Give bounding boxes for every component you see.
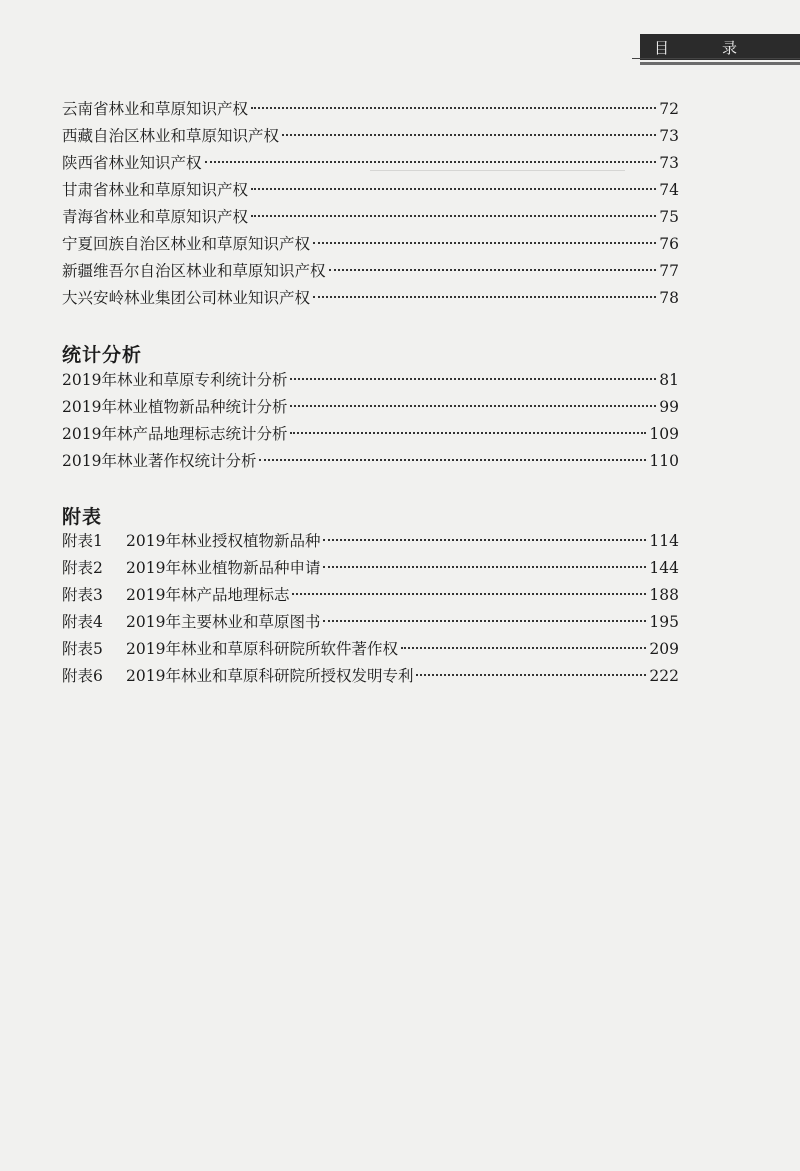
- appendix-number: 附表6: [62, 667, 103, 685]
- toc-entry-page: 209: [649, 640, 679, 658]
- toc-entry[interactable]: [62, 421, 679, 447]
- toc-entry-page: 78: [659, 289, 679, 307]
- section-heading-appendix: 附表: [62, 506, 103, 528]
- toc-entry-page: 99: [659, 398, 679, 416]
- toc-entry-title: 2019年林业授权植物新品种: [126, 532, 321, 550]
- toc-entry-page: 73: [659, 154, 679, 172]
- toc-leader-dots: [290, 405, 656, 407]
- toc-entry-title: 2019年林业著作权统计分析: [62, 452, 257, 470]
- section-tab-char-1: 目: [654, 38, 670, 57]
- toc-entry-page: 144: [649, 559, 679, 577]
- section-heading-statistics: 统计分析: [62, 344, 143, 366]
- appendix-number: 附表1: [62, 532, 103, 550]
- header-rule: [632, 58, 800, 59]
- toc-entry-title: 青海省林业和草原知识产权: [62, 208, 249, 226]
- toc-entry-page: 75: [659, 208, 679, 226]
- toc-entry-page: 72: [659, 100, 679, 118]
- toc-entry[interactable]: [62, 258, 679, 284]
- toc-leader-dots: [205, 161, 657, 163]
- toc-entry-page: 110: [649, 452, 679, 470]
- toc-leader-dots: [323, 566, 646, 568]
- toc-entry[interactable]: [62, 231, 679, 257]
- toc-entry-page: 77: [659, 262, 679, 280]
- toc-entry[interactable]: [62, 448, 679, 474]
- toc-entry[interactable]: [62, 177, 679, 203]
- toc-entry[interactable]: [62, 663, 679, 689]
- toc-leader-dots: [292, 593, 646, 595]
- toc-leader-dots: [401, 647, 646, 649]
- appendix-number: 附表3: [62, 586, 103, 604]
- toc-entry-page: 222: [649, 667, 679, 685]
- toc-entry[interactable]: [62, 528, 679, 554]
- toc-leader-dots: [313, 242, 656, 244]
- toc-entry[interactable]: [62, 555, 679, 581]
- toc-entry-title: 2019年林业和草原科研院所授权发明专利: [126, 667, 414, 685]
- toc-entry-title: 2019年林产品地理标志: [126, 586, 290, 604]
- toc-leader-dots: [290, 432, 646, 434]
- toc-entry-title: 2019年主要林业和草原图书: [126, 613, 321, 631]
- section-tab: [640, 34, 800, 60]
- toc-entry-title: 2019年林业植物新品种申请: [126, 559, 321, 577]
- toc-entry[interactable]: [62, 636, 679, 662]
- toc-entry[interactable]: [62, 96, 679, 122]
- toc-entry-title: 2019年林业和草原专利统计分析: [62, 371, 288, 389]
- toc-entry[interactable]: [62, 609, 679, 635]
- toc-leader-dots: [323, 539, 646, 541]
- header-stripe: [640, 62, 800, 65]
- toc-entry-page: 188: [649, 586, 679, 604]
- appendix-number: 附表5: [62, 640, 103, 658]
- section-tab-char-2: 录: [722, 38, 738, 57]
- toc-leader-dots: [313, 296, 656, 298]
- toc-entry[interactable]: [62, 123, 679, 149]
- toc-leader-dots: [251, 107, 656, 109]
- toc-leader-dots: [416, 674, 646, 676]
- toc-entry-page: 76: [659, 235, 679, 253]
- toc-entry-page: 109: [649, 425, 679, 443]
- toc-entry-title: 大兴安岭林业集团公司林业知识产权: [62, 289, 311, 307]
- toc-entry-page: 195: [649, 613, 679, 631]
- toc-leader-dots: [323, 620, 646, 622]
- toc-leader-dots: [290, 378, 656, 380]
- toc-entry-title: 宁夏回族自治区林业和草原知识产权: [62, 235, 311, 253]
- toc-leader-dots: [251, 188, 656, 190]
- toc-leader-dots: [282, 134, 656, 136]
- toc-entry-title: 2019年林业和草原科研院所软件著作权: [126, 640, 398, 658]
- toc-entry[interactable]: [62, 150, 679, 176]
- toc-entry[interactable]: [62, 204, 679, 230]
- toc-entry[interactable]: [62, 582, 679, 608]
- toc-entry-title: 甘肃省林业和草原知识产权: [62, 181, 249, 199]
- appendix-number: 附表2: [62, 559, 103, 577]
- toc-entry-title: 云南省林业和草原知识产权: [62, 100, 249, 118]
- toc-entry-title: 西藏自治区林业和草原知识产权: [62, 127, 280, 145]
- toc-entry-page: 74: [659, 181, 679, 199]
- toc-entry-title: 新疆维吾尔自治区林业和草原知识产权: [62, 262, 326, 280]
- appendix-number: 附表4: [62, 613, 103, 631]
- toc-leader-dots: [259, 459, 646, 461]
- toc-leader-dots: [251, 215, 656, 217]
- toc-entry[interactable]: [62, 367, 679, 393]
- toc-entry[interactable]: [62, 285, 679, 311]
- toc-entry-page: 81: [659, 371, 679, 389]
- toc-leader-dots: [329, 269, 657, 271]
- toc-entry-page: 73: [659, 127, 679, 145]
- toc-entry-page: 114: [649, 532, 679, 550]
- toc-entry-title: 2019年林业植物新品种统计分析: [62, 398, 288, 416]
- toc-entry[interactable]: [62, 394, 679, 420]
- toc-entry-title: 陕西省林业知识产权: [62, 154, 202, 172]
- toc-entry-title: 2019年林产品地理标志统计分析: [62, 425, 288, 443]
